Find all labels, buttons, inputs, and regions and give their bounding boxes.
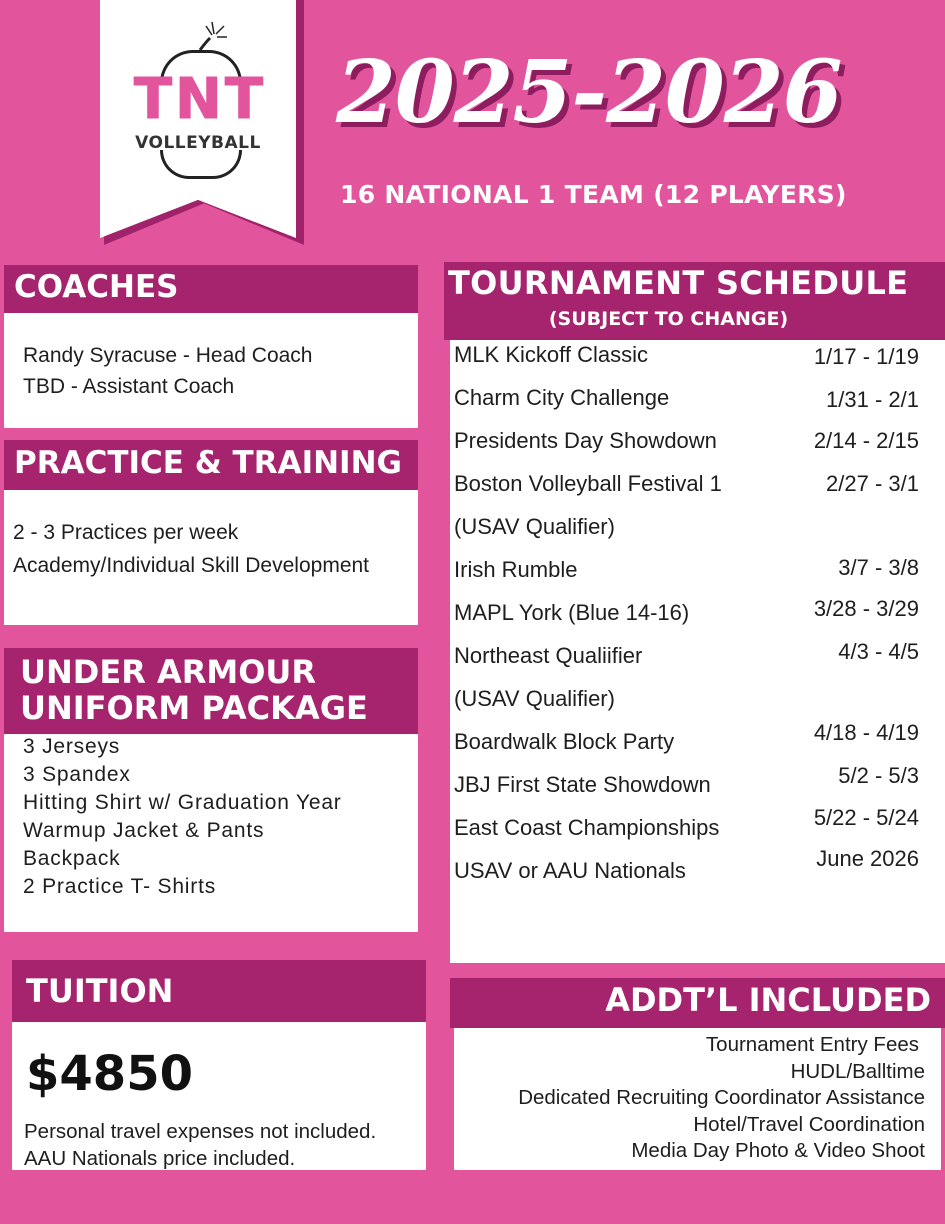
practice-item: 2 - 3 Practices per week: [13, 521, 239, 544]
schedule-title: TOURNAMENT SCHEDULE: [448, 264, 909, 302]
tournament-date: 5/2 - 5/3: [838, 763, 919, 788]
tournament-name: MAPL York (Blue 14-16): [454, 600, 690, 625]
included-header: [450, 978, 945, 1028]
tournament-name: (USAV Qualifier): [454, 686, 615, 711]
tournament-name: Boardwalk Block Party: [454, 729, 675, 754]
coaches-header: [4, 265, 418, 313]
included-item: HUDL/Balltime: [790, 1059, 925, 1083]
fuse-spark-icon: [198, 18, 228, 52]
included-item: Media Day Photo & Video Shoot: [631, 1139, 925, 1162]
tournament-name: JBJ First State Showdown: [454, 772, 711, 797]
uniform-item: 3 Spandex: [23, 763, 131, 786]
tournament-name: (USAV Qualifier): [454, 514, 615, 539]
included-item: Dedicated Recruiting Coordinator Assistance: [518, 1086, 925, 1109]
tournament-name: Northeast Qualiifier: [454, 643, 643, 668]
tuition-price: $4850: [26, 1046, 193, 1102]
tournament-date: 2/14 - 2/15: [813, 428, 919, 453]
tournament-name: USAV or AAU Nationals: [454, 858, 686, 883]
schedule-panel: [450, 335, 945, 963]
logo-subtitle: VOLLEYBALL: [135, 133, 261, 153]
tournament-name: MLK Kickoff Classic: [454, 342, 648, 367]
tournament-name: Irish Rumble: [454, 557, 578, 582]
tuition-note: AAU Nationals price included.: [24, 1147, 296, 1170]
tournament-date: 3/7 - 3/8: [838, 555, 919, 580]
uniform-item: Warmup Jacket & Pants: [23, 819, 265, 842]
practice-header: [4, 440, 418, 490]
tournament-date: 1/31 - 2/1: [826, 387, 919, 412]
tournament-name: Boston Volleyball Festival 1: [454, 471, 722, 496]
tournament-date: 1/17 - 1/19: [813, 344, 919, 369]
coaches-list: [23, 340, 312, 402]
tournament-name: Charm City Challenge: [454, 385, 670, 410]
coaches-title: COACHES: [14, 269, 179, 305]
coach-item: TBD - Assistant Coach: [23, 375, 235, 398]
tuition-notes: [24, 1118, 376, 1172]
tuition-note: Personal travel expenses not included.: [24, 1120, 377, 1143]
uniform-item: 2 Practice T- Shirts: [23, 875, 217, 898]
coach-item: Randy Syracuse - Head Coach: [23, 344, 313, 367]
included-list: [518, 1032, 925, 1165]
tournament-name: East Coast Championships: [454, 815, 720, 840]
included-item: Tournament Entry Fees: [705, 1033, 919, 1056]
tournament-date: 2/27 - 3/1: [826, 471, 919, 496]
included-item: Hotel/Travel Coordination: [693, 1112, 925, 1136]
logo-brand: TNT: [133, 67, 267, 132]
tournament-date: 3/28 - 3/29: [813, 596, 919, 621]
team-subtitle: 16 NATIONAL 1 TEAM (12 PLAYERS): [340, 180, 847, 209]
tuition-title: TUITION: [26, 972, 174, 1010]
tuition-header: [12, 960, 426, 1022]
tournament-date: June 2026: [816, 846, 919, 871]
uniform-item: Hitting Shirt w/ Graduation Year: [23, 791, 342, 814]
included-title: ADDT’L INCLUDED: [605, 981, 931, 1019]
practice-item: Academy/Individual Skill Development: [13, 554, 370, 577]
uniform-title-line1: UNDER ARMOUR: [20, 653, 317, 691]
schedule-header: [444, 262, 945, 340]
uniform-list: [23, 733, 342, 901]
practice-list: [13, 516, 369, 582]
uniform-item: Backpack: [23, 847, 121, 870]
uniform-title-line2: UNIFORM PACKAGE: [20, 689, 368, 727]
schedule-subtitle: (SUBJECT TO CHANGE): [548, 308, 789, 330]
tournament-name: Presidents Day Showdown: [454, 428, 717, 453]
tournament-date: 4/3 - 4/5: [838, 639, 919, 664]
uniform-item: 3 Jerseys: [23, 735, 121, 758]
season-title: 2025-2026: [336, 42, 842, 143]
tournament-date: 4/18 - 4/19: [813, 720, 919, 745]
tournament-date: 5/22 - 5/24: [813, 805, 919, 830]
practice-title: PRACTICE & TRAINING: [14, 445, 402, 481]
uniform-header: [4, 648, 418, 734]
